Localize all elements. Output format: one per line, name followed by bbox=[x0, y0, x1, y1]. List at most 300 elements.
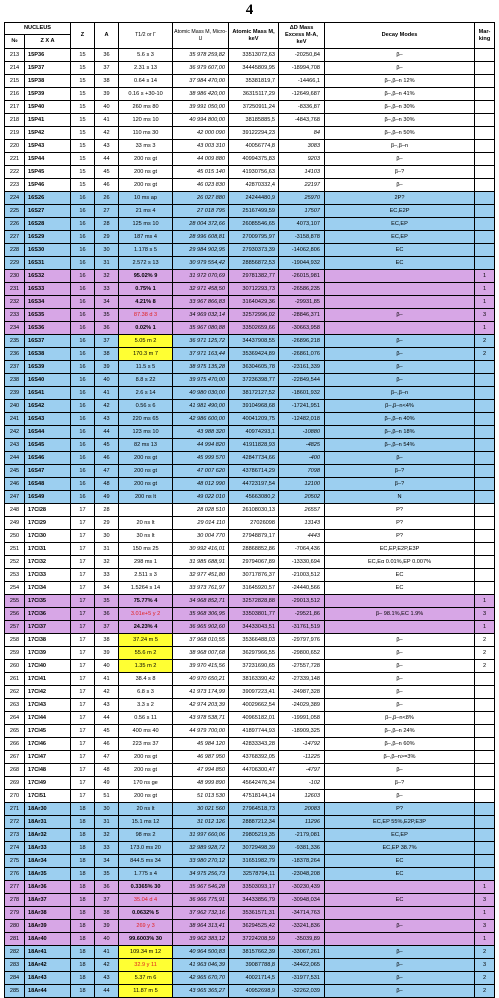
cell-nuclide: 15P43 bbox=[25, 140, 71, 153]
cell-decay-modes: EC,EP 55%,E2P,E3P bbox=[325, 816, 475, 829]
cell-atomic-mass-kev: 41897744,93 bbox=[229, 725, 279, 738]
cell-half-life: 200 ns gt bbox=[119, 153, 173, 166]
cell-half-life: 0.75% 1 bbox=[119, 283, 173, 296]
cell-nuclide: 18Ar33 bbox=[25, 842, 71, 855]
cell-a: 34 bbox=[95, 296, 119, 309]
cell-marking bbox=[475, 868, 495, 881]
cell-half-life: 21 ms 4 bbox=[119, 205, 173, 218]
cell-atomic-mass-kev: 32572996,02 bbox=[229, 309, 279, 322]
cell-a: 37 bbox=[95, 62, 119, 75]
cell-decay-modes: β– bbox=[325, 374, 475, 387]
cell-number: 274 bbox=[5, 842, 25, 855]
cell-atomic-mass-kev: 37236398,77 bbox=[229, 374, 279, 387]
cell-a: 49 bbox=[95, 777, 119, 790]
cell-marking: 3 bbox=[475, 608, 495, 621]
cell-marking bbox=[475, 556, 495, 569]
cell-marking bbox=[475, 751, 495, 764]
cell-marking bbox=[475, 582, 495, 595]
cell-atomic-mass-u: 35 967 546,28 bbox=[173, 881, 229, 894]
cell-marking bbox=[475, 816, 495, 829]
table-row bbox=[5, 790, 495, 803]
table-row bbox=[5, 387, 495, 400]
cell-number: 213 bbox=[5, 49, 25, 62]
cell-atomic-mass-u: 44 994 820 bbox=[173, 439, 229, 452]
cell-half-life: 30 ns lt bbox=[119, 530, 173, 543]
cell-marking bbox=[475, 140, 495, 153]
cell-z: 16 bbox=[71, 400, 95, 413]
cell-number: 231 bbox=[5, 283, 25, 296]
table-row bbox=[5, 192, 495, 205]
cell-mass-excess: -14062,806 bbox=[279, 244, 325, 257]
table-row bbox=[5, 764, 495, 777]
cell-a: 42 bbox=[95, 127, 119, 140]
header-marking: Mar-king bbox=[475, 23, 495, 49]
cell-atomic-mass-u: 28 028 510 bbox=[173, 504, 229, 517]
cell-mass-excess: -4797 bbox=[279, 764, 325, 777]
cell-marking bbox=[475, 192, 495, 205]
cell-half-life: 1.775 s 4 bbox=[119, 868, 173, 881]
table-row bbox=[5, 114, 495, 127]
cell-decay-modes: β– bbox=[325, 634, 475, 647]
cell-z: 17 bbox=[71, 556, 95, 569]
cell-atomic-mass-kev: 39122294,23 bbox=[229, 127, 279, 140]
cell-marking bbox=[475, 413, 495, 426]
cell-atomic-mass-u: 27 018 795 bbox=[173, 205, 229, 218]
cell-atomic-mass-kev: 31651982,79 bbox=[229, 855, 279, 868]
table-row bbox=[5, 569, 495, 582]
cell-mass-excess: -27557,728 bbox=[279, 660, 325, 673]
cell-half-life: 1.35 m 2 bbox=[119, 660, 173, 673]
cell-mass-excess: -29931,85 bbox=[279, 296, 325, 309]
cell-decay-modes: β–,β–n 50% bbox=[325, 127, 475, 140]
cell-atomic-mass-kev: 27964518,73 bbox=[229, 803, 279, 816]
cell-atomic-mass-kev: 31645920,57 bbox=[229, 582, 279, 595]
cell-decay-modes: β– bbox=[325, 153, 475, 166]
cell-marking: 2 bbox=[475, 972, 495, 985]
cell-a: 43 bbox=[95, 140, 119, 153]
cell-atomic-mass-kev: 42833343,28 bbox=[229, 738, 279, 751]
cell-atomic-mass-u: 29 984 902,95 bbox=[173, 244, 229, 257]
table-row bbox=[5, 595, 495, 608]
cell-atomic-mass-kev: 32572828,88 bbox=[229, 595, 279, 608]
cell-nuclide: 18Ar37 bbox=[25, 894, 71, 907]
cell-atomic-mass-kev: 42847734,66 bbox=[229, 452, 279, 465]
cell-z: 15 bbox=[71, 114, 95, 127]
cell-z: 16 bbox=[71, 413, 95, 426]
table-row bbox=[5, 309, 495, 322]
cell-number: 216 bbox=[5, 88, 25, 101]
cell-mass-excess: -14792 bbox=[279, 738, 325, 751]
cell-a: 35 bbox=[95, 868, 119, 881]
cell-number: 257 bbox=[5, 621, 25, 634]
cell-nuclide: 18Ar31 bbox=[25, 816, 71, 829]
cell-a: 44 bbox=[95, 985, 119, 998]
cell-mass-excess: -24987,328 bbox=[279, 686, 325, 699]
cell-nuclide: 16S39 bbox=[25, 361, 71, 374]
cell-z: 18 bbox=[71, 829, 95, 842]
table-body bbox=[5, 49, 495, 998]
cell-decay-modes: β– bbox=[325, 920, 475, 933]
table-row bbox=[5, 101, 495, 114]
cell-decay-modes: β– bbox=[325, 985, 475, 998]
cell-z: 16 bbox=[71, 205, 95, 218]
table-row bbox=[5, 946, 495, 959]
cell-decay-modes: β–,β–n 41% bbox=[325, 88, 475, 101]
table-row bbox=[5, 153, 495, 166]
table-row bbox=[5, 621, 495, 634]
cell-marking bbox=[475, 88, 495, 101]
cell-marking: 1 bbox=[475, 933, 495, 946]
cell-atomic-mass-u: 39 975 470,00 bbox=[173, 374, 229, 387]
cell-decay-modes: β– bbox=[325, 972, 475, 985]
cell-decay-modes: β–,β–n 30% bbox=[325, 114, 475, 127]
cell-a: 28 bbox=[95, 504, 119, 517]
cell-marking bbox=[475, 504, 495, 517]
cell-half-life: 187 ms 4 bbox=[119, 231, 173, 244]
cell-number: 229 bbox=[5, 257, 25, 270]
cell-half-life: 32.9 y 11 bbox=[119, 959, 173, 972]
cell-atomic-mass-u: 49 022 010 bbox=[173, 491, 229, 504]
cell-atomic-mass-u: 32 977 451,80 bbox=[173, 569, 229, 582]
cell-z: 17 bbox=[71, 751, 95, 764]
cell-nuclide: 16S28 bbox=[25, 218, 71, 231]
cell-z: 15 bbox=[71, 127, 95, 140]
cell-mass-excess: 3083 bbox=[279, 140, 325, 153]
cell-decay-modes: P? bbox=[325, 530, 475, 543]
cell-atomic-mass-kev: 35381819,7 bbox=[229, 75, 279, 88]
table-row bbox=[5, 543, 495, 556]
cell-half-life: 5.05 m 2 bbox=[119, 335, 173, 348]
cell-marking: 2 bbox=[475, 647, 495, 660]
cell-atomic-mass-u: 38 968 007,68 bbox=[173, 647, 229, 660]
header-mass-excess: ΔD Mass Excess M-A, keV bbox=[279, 23, 325, 49]
cell-z: 17 bbox=[71, 738, 95, 751]
cell-half-life: 38.4 s 8 bbox=[119, 673, 173, 686]
cell-z: 16 bbox=[71, 309, 95, 322]
cell-decay-modes: P? bbox=[325, 803, 475, 816]
cell-number: 266 bbox=[5, 738, 25, 751]
cell-mass-excess: -35039,89 bbox=[279, 933, 325, 946]
cell-marking: 3 bbox=[475, 894, 495, 907]
cell-a: 32 bbox=[95, 270, 119, 283]
cell-z: 15 bbox=[71, 166, 95, 179]
cell-a: 37 bbox=[95, 621, 119, 634]
table-row bbox=[5, 478, 495, 491]
cell-decay-modes: β– bbox=[325, 309, 475, 322]
table-row bbox=[5, 218, 495, 231]
cell-atomic-mass-kev: 34433043,51 bbox=[229, 621, 279, 634]
cell-atomic-mass-u: 43 978 538,71 bbox=[173, 712, 229, 725]
cell-number: 280 bbox=[5, 920, 25, 933]
cell-half-life: 24.23% 4 bbox=[119, 621, 173, 634]
cell-a: 38 bbox=[95, 75, 119, 88]
cell-a: 26 bbox=[95, 192, 119, 205]
cell-atomic-mass-u: 43 003 310 bbox=[173, 140, 229, 153]
cell-atomic-mass-kev: 28856872,53 bbox=[229, 257, 279, 270]
cell-mass-excess: -29013,512 bbox=[279, 595, 325, 608]
cell-nuclide: 16S43 bbox=[25, 413, 71, 426]
cell-z: 18 bbox=[71, 881, 95, 894]
cell-mass-excess: -12649,687 bbox=[279, 88, 325, 101]
cell-marking bbox=[475, 426, 495, 439]
cell-half-life: 15.1 ms 12 bbox=[119, 816, 173, 829]
cell-number: 221 bbox=[5, 153, 25, 166]
cell-decay-modes: β– bbox=[325, 699, 475, 712]
table-row bbox=[5, 686, 495, 699]
cell-marking: 2 bbox=[475, 985, 495, 998]
cell-nuclide: 17Cl38 bbox=[25, 634, 71, 647]
cell-atomic-mass-u: 34 969 032,14 bbox=[173, 309, 229, 322]
cell-nuclide: 17Cl39 bbox=[25, 647, 71, 660]
cell-marking bbox=[475, 101, 495, 114]
cell-decay-modes bbox=[325, 283, 475, 296]
cell-decay-modes: β– bbox=[325, 348, 475, 361]
cell-half-life: 269 y 3 bbox=[119, 920, 173, 933]
cell-number: 265 bbox=[5, 725, 25, 738]
cell-decay-modes: β–,β–n 18% bbox=[325, 426, 475, 439]
cell-atomic-mass-u: 32 989 928,72 bbox=[173, 842, 229, 855]
cell-marking bbox=[475, 855, 495, 868]
cell-atomic-mass-u: 36 971 125,72 bbox=[173, 335, 229, 348]
cell-z: 18 bbox=[71, 959, 95, 972]
cell-atomic-mass-kev: 29805219,35 bbox=[229, 829, 279, 842]
cell-half-life: 2.572 s 13 bbox=[119, 257, 173, 270]
table-row bbox=[5, 166, 495, 179]
cell-decay-modes: β– bbox=[325, 452, 475, 465]
cell-decay-modes bbox=[325, 296, 475, 309]
cell-marking: 1 bbox=[475, 296, 495, 309]
cell-atomic-mass-u: 37 971 163,44 bbox=[173, 348, 229, 361]
cell-number: 233 bbox=[5, 309, 25, 322]
cell-atomic-mass-kev: 40974293,1 bbox=[229, 426, 279, 439]
cell-a: 41 bbox=[95, 387, 119, 400]
cell-half-life: 0.56 s 6 bbox=[119, 400, 173, 413]
cell-mass-excess: 14103 bbox=[279, 166, 325, 179]
cell-marking bbox=[475, 231, 495, 244]
cell-marking: 2 bbox=[475, 348, 495, 361]
cell-decay-modes: EC,EP bbox=[325, 829, 475, 842]
cell-marking bbox=[475, 764, 495, 777]
cell-half-life: 2.31 s 13 bbox=[119, 62, 173, 75]
cell-a: 31 bbox=[95, 543, 119, 556]
table-row bbox=[5, 972, 495, 985]
cell-atomic-mass-u: 30 979 554,42 bbox=[173, 257, 229, 270]
cell-mass-excess: -18994,708 bbox=[279, 62, 325, 75]
cell-marking bbox=[475, 400, 495, 413]
cell-marking bbox=[475, 829, 495, 842]
cell-z: 17 bbox=[71, 621, 95, 634]
cell-a: 29 bbox=[95, 231, 119, 244]
cell-marking: 2 bbox=[475, 946, 495, 959]
cell-z: 16 bbox=[71, 374, 95, 387]
cell-marking bbox=[475, 374, 495, 387]
cell-decay-modes bbox=[325, 621, 475, 634]
cell-number: 225 bbox=[5, 205, 25, 218]
cell-z: 16 bbox=[71, 192, 95, 205]
cell-mass-excess: -34714,763 bbox=[279, 907, 325, 920]
cell-number: 214 bbox=[5, 62, 25, 75]
cell-half-life: 223 ms 37 bbox=[119, 738, 173, 751]
cell-atomic-mass-u: 39 991 050,00 bbox=[173, 101, 229, 114]
cell-half-life: 98 ms 2 bbox=[119, 829, 173, 842]
cell-number: 246 bbox=[5, 478, 25, 491]
cell-a: 36 bbox=[95, 49, 119, 62]
cell-marking bbox=[475, 569, 495, 582]
cell-atomic-mass-u: 40 964 500,83 bbox=[173, 946, 229, 959]
cell-atomic-mass-u: 48 012 990 bbox=[173, 478, 229, 491]
cell-half-life: 400 ms 40 bbox=[119, 725, 173, 738]
cell-marking bbox=[475, 439, 495, 452]
cell-decay-modes: β–? bbox=[325, 478, 475, 491]
cell-z: 18 bbox=[71, 972, 95, 985]
cell-a: 33 bbox=[95, 842, 119, 855]
table-row bbox=[5, 855, 495, 868]
cell-mass-excess: -8336,87 bbox=[279, 101, 325, 114]
cell-a: 35 bbox=[95, 595, 119, 608]
cell-atomic-mass-u: 35 967 080,88 bbox=[173, 322, 229, 335]
cell-z: 17 bbox=[71, 777, 95, 790]
cell-number: 285 bbox=[5, 985, 25, 998]
cell-marking: 1 bbox=[475, 270, 495, 283]
cell-number: 272 bbox=[5, 816, 25, 829]
cell-a: 36 bbox=[95, 608, 119, 621]
table-row bbox=[5, 49, 495, 62]
cell-number: 222 bbox=[5, 166, 25, 179]
table-row bbox=[5, 465, 495, 478]
cell-atomic-mass-kev: 33503801,77 bbox=[229, 608, 279, 621]
table-row bbox=[5, 426, 495, 439]
cell-marking bbox=[475, 543, 495, 556]
cell-half-life: 3.01e+5 y 2 bbox=[119, 608, 173, 621]
cell-number: 239 bbox=[5, 387, 25, 400]
cell-atomic-mass-u: 42 986 600,00 bbox=[173, 413, 229, 426]
cell-mass-excess: -13330,694 bbox=[279, 556, 325, 569]
cell-atomic-mass-kev: 37224208,59 bbox=[229, 933, 279, 946]
cell-marking bbox=[475, 153, 495, 166]
cell-mass-excess: 9203 bbox=[279, 153, 325, 166]
cell-number: 269 bbox=[5, 777, 25, 790]
cell-decay-modes: β–,β–n 30% bbox=[325, 101, 475, 114]
cell-mass-excess: 13143 bbox=[279, 517, 325, 530]
table-row bbox=[5, 829, 495, 842]
cell-decay-modes: P? bbox=[325, 517, 475, 530]
cell-number: 224 bbox=[5, 192, 25, 205]
cell-atomic-mass-u: 30 004 770 bbox=[173, 530, 229, 543]
cell-a: 45 bbox=[95, 166, 119, 179]
cell-number: 253 bbox=[5, 569, 25, 582]
cell-half-life: 4.21% 8 bbox=[119, 296, 173, 309]
table-row bbox=[5, 62, 495, 75]
cell-half-life: 110 ms 30 bbox=[119, 127, 173, 140]
cell-nuclide: 15P36 bbox=[25, 49, 71, 62]
cell-marking bbox=[475, 686, 495, 699]
cell-z: 18 bbox=[71, 920, 95, 933]
cell-a: 44 bbox=[95, 712, 119, 725]
cell-decay-modes bbox=[325, 881, 475, 894]
cell-atomic-mass-kev: 37250911,24 bbox=[229, 101, 279, 114]
cell-half-life: 200 ns gt bbox=[119, 764, 173, 777]
cell-z: 17 bbox=[71, 569, 95, 582]
table-row bbox=[5, 959, 495, 972]
cell-number: 282 bbox=[5, 946, 25, 959]
cell-a: 36 bbox=[95, 881, 119, 894]
cell-z: 17 bbox=[71, 608, 95, 621]
cell-half-life: 298 ms 1 bbox=[119, 556, 173, 569]
cell-half-life: 8.8 s 22 bbox=[119, 374, 173, 387]
cell-a: 41 bbox=[95, 946, 119, 959]
cell-a: 42 bbox=[95, 686, 119, 699]
cell-atomic-mass-kev: 35369424,89 bbox=[229, 348, 279, 361]
cell-atomic-mass-u: 33 980 270,12 bbox=[173, 855, 229, 868]
cell-number: 218 bbox=[5, 114, 25, 127]
cell-number: 271 bbox=[5, 803, 25, 816]
cell-a: 37 bbox=[95, 335, 119, 348]
cell-atomic-mass-kev: 40021714,5 bbox=[229, 972, 279, 985]
cell-atomic-mass-kev: 40965182,01 bbox=[229, 712, 279, 725]
cell-atomic-mass-kev: 24244480,9 bbox=[229, 192, 279, 205]
cell-number: 259 bbox=[5, 647, 25, 660]
cell-atomic-mass-kev: 45663080,2 bbox=[229, 491, 279, 504]
cell-number: 220 bbox=[5, 140, 25, 153]
cell-number: 236 bbox=[5, 348, 25, 361]
cell-mass-excess: 4073,107 bbox=[279, 218, 325, 231]
cell-decay-modes: β– bbox=[325, 647, 475, 660]
cell-marking bbox=[475, 465, 495, 478]
cell-a: 38 bbox=[95, 634, 119, 647]
cell-a: 42 bbox=[95, 959, 119, 972]
cell-atomic-mass-kev: 36315117,29 bbox=[229, 88, 279, 101]
table-row bbox=[5, 257, 495, 270]
cell-atomic-mass-u: 41 981 490,00 bbox=[173, 400, 229, 413]
cell-atomic-mass-u: 33 967 866,83 bbox=[173, 296, 229, 309]
table-row bbox=[5, 556, 495, 569]
table-row bbox=[5, 725, 495, 738]
cell-nuclide: 16S26 bbox=[25, 192, 71, 205]
cell-nuclide: 18Ar32 bbox=[25, 829, 71, 842]
cell-atomic-mass-u: 36 965 902,60 bbox=[173, 621, 229, 634]
cell-marking: 1 bbox=[475, 881, 495, 894]
cell-number: 234 bbox=[5, 322, 25, 335]
cell-z: 17 bbox=[71, 582, 95, 595]
cell-a: 39 bbox=[95, 647, 119, 660]
cell-decay-modes: β–,β–n>=3% bbox=[325, 751, 475, 764]
cell-atomic-mass-kev: 26108030,13 bbox=[229, 504, 279, 517]
cell-mass-excess: -18601,932 bbox=[279, 387, 325, 400]
cell-z: 16 bbox=[71, 283, 95, 296]
cell-atomic-mass-u: 41 963 046,39 bbox=[173, 959, 229, 972]
cell-nuclide: 16S29 bbox=[25, 231, 71, 244]
cell-number: 267 bbox=[5, 751, 25, 764]
cell-half-life: 109.34 m 12 bbox=[119, 946, 173, 959]
cell-a: 27 bbox=[95, 205, 119, 218]
cell-mass-excess: -12482,018 bbox=[279, 413, 325, 426]
cell-mass-excess: -4843,768 bbox=[279, 114, 325, 127]
cell-nuclide: 18Ar41 bbox=[25, 946, 71, 959]
cell-atomic-mass-kev: 44706300,47 bbox=[229, 764, 279, 777]
cell-atomic-mass-kev: 27026098 bbox=[229, 517, 279, 530]
cell-z: 17 bbox=[71, 790, 95, 803]
cell-half-life: 0.3365% 30 bbox=[119, 881, 173, 894]
cell-half-life: 87.38 d 3 bbox=[119, 309, 173, 322]
cell-a: 45 bbox=[95, 725, 119, 738]
cell-marking: 2 bbox=[475, 634, 495, 647]
cell-atomic-mass-u: 44 979 700,00 bbox=[173, 725, 229, 738]
cell-nuclide: 18Ar35 bbox=[25, 868, 71, 881]
cell-a: 45 bbox=[95, 439, 119, 452]
cell-nuclide: 16S41 bbox=[25, 387, 71, 400]
header-decay-modes: Decay Modes bbox=[325, 23, 475, 49]
cell-number: 254 bbox=[5, 582, 25, 595]
